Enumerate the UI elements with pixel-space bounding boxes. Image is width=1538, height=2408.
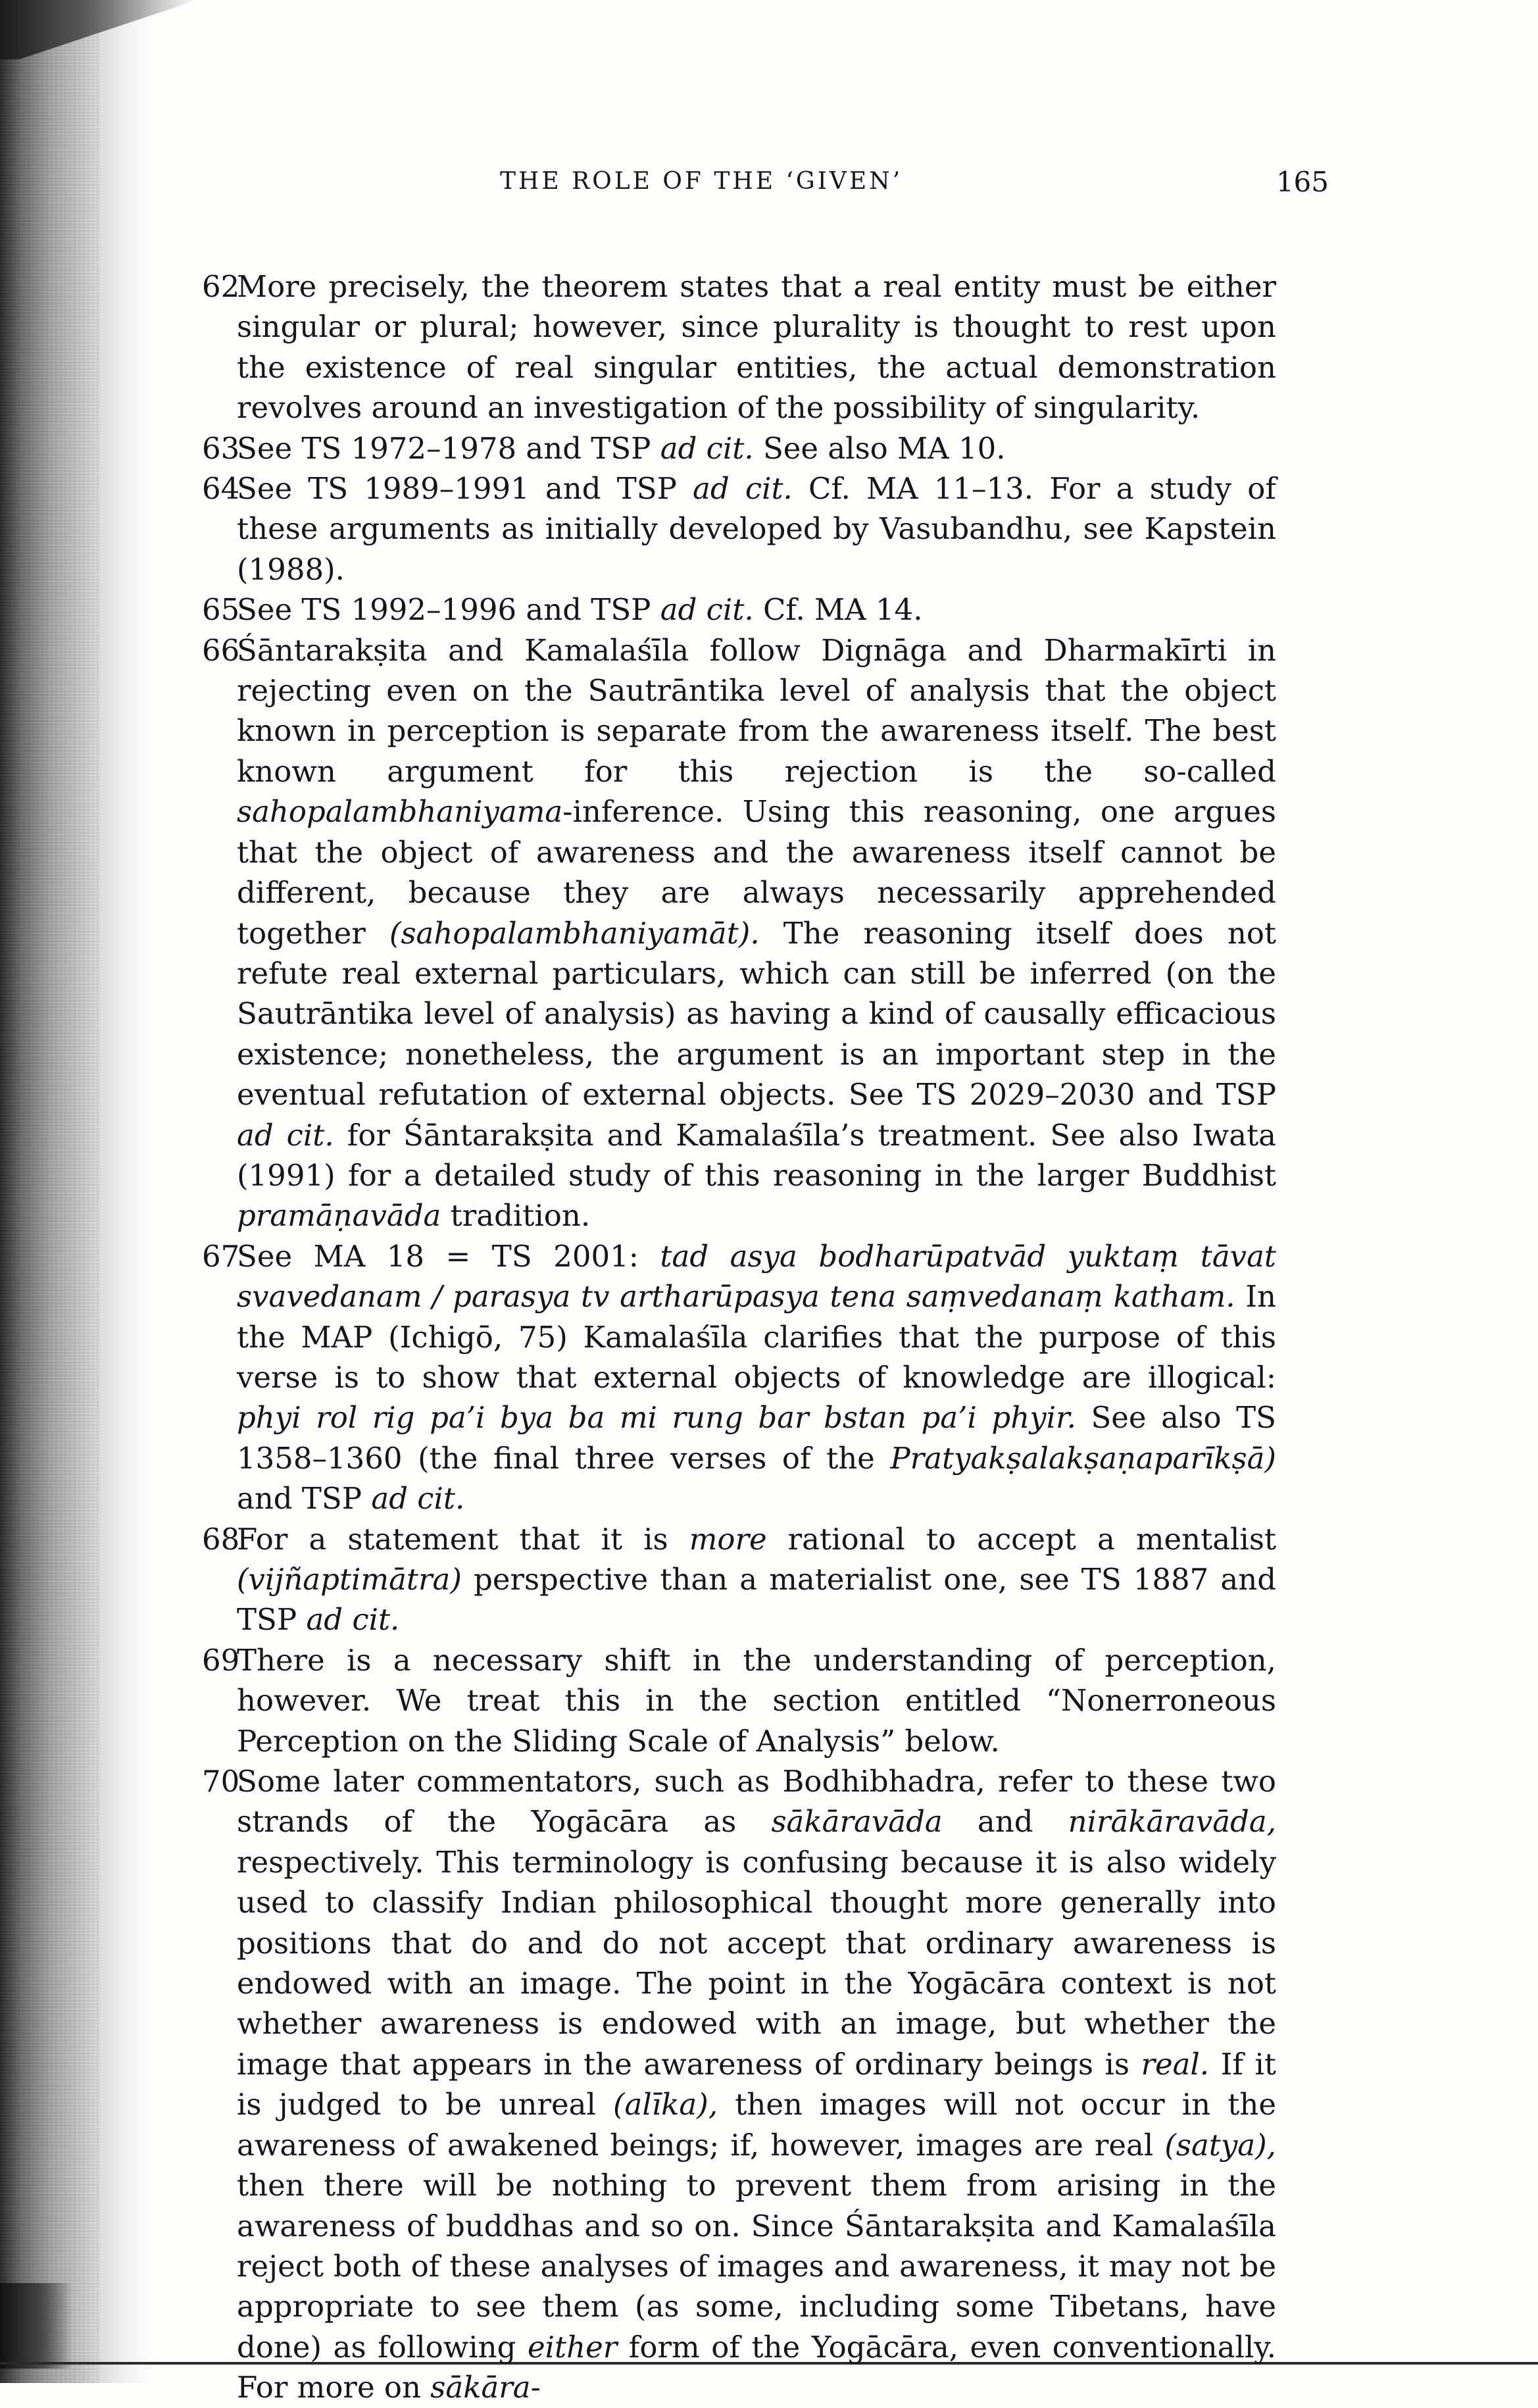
endnote-italic: more	[689, 1521, 767, 1557]
page-number: 165	[1276, 166, 1329, 198]
endnote-italic: ad cit.	[371, 1481, 465, 1517]
endnote-63	[204, 428, 1276, 468]
endnote-italic: either	[527, 2329, 618, 2365]
endnote-66	[204, 630, 1276, 1236]
endnote-number: 69	[202, 1642, 240, 1678]
endnote-number: 62	[202, 269, 240, 304]
endnote-number: 63	[202, 430, 240, 466]
endnote-text: In the MAP (Ichigō, 75) Kamalaśīla clarifies that the purpose of this verse is to show that external objects of knowledge are illogical:	[237, 1279, 1277, 1395]
endnote-text: respectively. This terminology is confusing because it is also widely used to classify Indian philosophical thought more generally into positions that do and do not accept that ordinary awareness is endowed with an image. The point in the Yogācāra context is not whether awareness is endowed with an image, but whether the image that appears in the awareness of ordinary beings is	[237, 1844, 1276, 2082]
endnote-text: See MA 18 = TS 2001:	[237, 1238, 660, 1274]
endnote-text: See also TS 1358–1360 (the final three verses of the	[237, 1400, 1276, 1476]
endnote-text: perspective than a materialist one, see TS 1887 and TSP	[237, 1562, 1276, 1638]
endnote-text: for Śāntarakṣita and Kamalaśīla’s treatment. See also Iwata (1991) for a detailed study of this reasoning in the larger Buddhist	[237, 1117, 1276, 1193]
endnote-text: See TS 1992–1996 and TSP	[237, 592, 660, 628]
endnote-69	[204, 1640, 1276, 1761]
endnote-italic: (sahopalambhaniyamāt).	[389, 915, 760, 951]
endnote-text: form of the Yogācāra, even conventionally. For more on	[237, 2329, 1276, 2405]
endnote-italic: ad cit.	[660, 430, 754, 466]
endnote-italic: (vijñaptimātra)	[237, 1562, 462, 1597]
binding-texture	[0, 0, 99, 2383]
endnote-italic: ad cit.	[237, 1117, 334, 1153]
endnote-number: 66	[202, 632, 240, 668]
bottom-corner-shadow	[0, 2283, 72, 2369]
endnote-62	[204, 266, 1276, 428]
endnote-text: More precisely, the theorem states that a real entity must be either singular or plural; however, since plurality is thought to rest upon the existence of real singular entities, the actual demonstration revolves around an investigation of the possibility of singularity.	[237, 269, 1276, 426]
endnote-text: tradition.	[441, 1198, 591, 1234]
endnote-text: See TS 1989–1991 and TSP	[237, 471, 693, 507]
endnote-text: Some later commentators, such as Bodhibhadra, refer to these two strands of the Yogācāra as	[237, 1764, 1276, 1840]
endnote-text: There is a necessary shift in the understanding of perception, however. We treat this in the section entitled “Nonerroneous Perception on the Sliding Scale of Analysis” below.	[237, 1642, 1276, 1759]
endnote-italic: ad cit.	[693, 471, 793, 507]
endnotes	[204, 266, 1276, 2408]
endnote-number: 67	[202, 1238, 240, 1274]
endnote-italic: (satya),	[1164, 2127, 1276, 2163]
running-head: THE ROLE OF THE ‘GIVEN’	[500, 168, 903, 195]
endnote-text: and TSP	[237, 1481, 372, 1517]
endnote-italic: nirākāravāda,	[1068, 1804, 1276, 1840]
endnote-text: See also MA 10.	[753, 430, 1006, 466]
endnote-italic: ad cit.	[660, 592, 754, 628]
endnote-number: 64	[202, 471, 240, 507]
endnote-70	[204, 1761, 1276, 2408]
endnote-italic: (alīka),	[613, 2087, 718, 2122]
endnote-text: Śāntarakṣita and Kamalaśīla follow Dignāga and Dharmakīrti in rejecting even on the Sautrāntika level of analysis that the object known in perception is separate from the awareness itself. The best known argument for this rejection is the so-called	[237, 632, 1276, 789]
endnote-65	[204, 589, 1276, 630]
endnote-text: See TS 1972–1978 and TSP	[237, 430, 660, 466]
endnote-italic: real.	[1141, 2046, 1210, 2082]
endnote-text: The reasoning itself does not refute real external particulars, which can still be inferred (on the Sautrāntika level of analysis) as having a kind of causally efficacious existence; nonetheless, the argument is an important step in the eventual refutation of external objects. See TS 2029–2030 and TSP	[237, 915, 1277, 1113]
endnote-number: 70	[202, 1764, 240, 1799]
endnote-64	[204, 468, 1276, 589]
endnote-italic: ad cit.	[306, 1602, 400, 1638]
endnote-text: and	[942, 1804, 1068, 1840]
endnote-italic: Pratyakṣalakṣaṇaparīkṣā)	[890, 1440, 1276, 1476]
endnote-text: then images will not occur in the awareness of awakened beings; if, however, images are real	[237, 2087, 1276, 2163]
endnote-text: -inference. Using this reasoning, one argues that the object of awareness and the awareness itself cannot be different, because they are always necessarily apprehended together	[237, 794, 1276, 951]
endnote-italic: sākāravāda	[771, 1804, 943, 1840]
endnote-italic: pramāṇavāda	[237, 1198, 441, 1234]
endnote-italic: phyi rol rig pa’i bya ba mi rung bar bstan pa’i phyir.	[237, 1400, 1076, 1436]
endnote-text: Cf. MA 14.	[753, 592, 923, 628]
endnote-italic: sākāra-	[430, 2370, 541, 2405]
endnote-67	[204, 1236, 1276, 1519]
endnote-text: Cf. MA 11–13. For a study of these arguments as initially developed by Vasubandhu, see Kapstein (1988).	[237, 471, 1277, 587]
endnote-italic: sahopalambhaniyama	[237, 794, 563, 830]
endnote-text: then there will be nothing to prevent them from arising in the awareness of buddhas and so on. Since Śāntarakṣita and Kamalaśīla reject both of these analyses of images and awareness, it may not be appropriate to see them (as some, including some Tibetans, have done) as following	[237, 2168, 1276, 2365]
endnote-text: If it is judged to be unreal	[237, 2046, 1277, 2122]
endnote-text: rational to accept a mentalist	[766, 1521, 1277, 1557]
endnote-italic: tad asya bodharūpatvād yuktaṃ tāvat svavedanam / parasya tv artharūpasya tena saṃvedanaṃ katham.	[237, 1238, 1276, 1315]
endnote-number: 65	[202, 592, 240, 628]
endnote-text: For a statement that it is	[237, 1521, 689, 1557]
endnote-68	[204, 1519, 1276, 1640]
endnote-number: 68	[202, 1521, 240, 1557]
